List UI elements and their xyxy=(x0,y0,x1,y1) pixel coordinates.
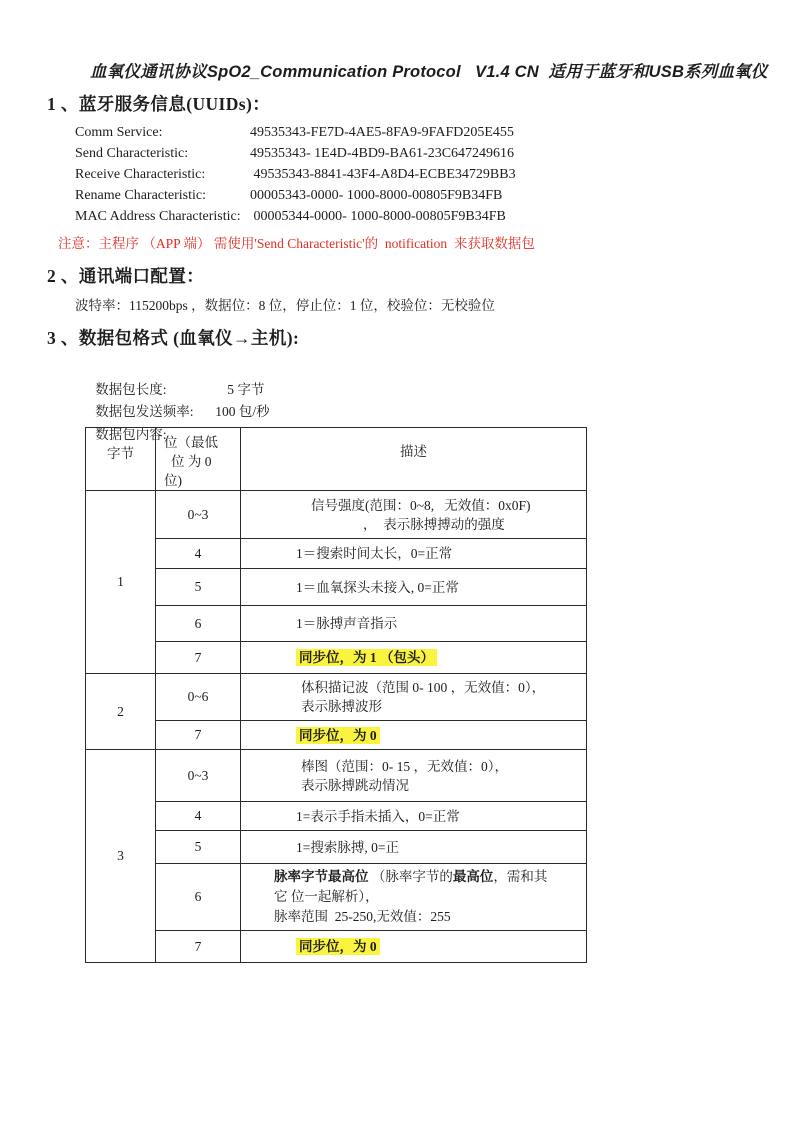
table-row xyxy=(86,721,587,750)
section1-note: 注意：主程序 （APP 端） 需使用'Send Characteristic'的 notification 来获取数据包 xyxy=(58,236,535,251)
uuid-row xyxy=(75,122,516,143)
pulse-rate-bold: 脉率字节最高位 xyxy=(274,869,369,884)
bit-cell: 0~3 xyxy=(156,491,241,539)
uuid-label: Send Characteristic: xyxy=(75,146,189,161)
desc-cell xyxy=(241,864,587,931)
desc-line: 它 位一起解析）， xyxy=(274,889,379,904)
header-bit-line: 位 为 0 xyxy=(171,454,212,469)
bit-cell: 7 xyxy=(156,642,241,674)
uuid-label: Receive Characteristic: xyxy=(75,167,206,182)
desc-text: （脉率字节的 xyxy=(368,869,453,884)
bit-cell: 6 xyxy=(156,864,241,931)
desc-cell xyxy=(241,750,587,802)
table-row xyxy=(86,674,587,721)
packet-length-value: 5 字节 xyxy=(227,381,265,397)
table-row xyxy=(86,606,587,642)
table-row xyxy=(86,931,587,963)
byte-cell: 3 xyxy=(86,750,156,963)
desc-line: 表示脉搏波形 xyxy=(301,699,382,714)
table-row xyxy=(86,491,587,539)
desc-cell xyxy=(241,721,587,750)
byte-cell: 1 xyxy=(86,491,156,674)
sync-bit-highlight: 同步位，为 1 （包头） xyxy=(296,649,437,666)
uuid-label: Comm Service: xyxy=(75,125,163,140)
desc-cell xyxy=(241,642,587,674)
packet-rate-value: 100 包/秒 xyxy=(215,404,270,419)
uuid-row xyxy=(75,143,516,164)
bit-cell: 0~6 xyxy=(156,674,241,721)
bit-cell: 7 xyxy=(156,931,241,963)
uuid-label: MAC Address Characteristic: xyxy=(75,209,241,224)
bit-cell: 4 xyxy=(156,802,241,831)
table-row xyxy=(86,831,587,864)
desc-line: 信号强度(范围：0~8, 无效值：0x0F) xyxy=(311,497,531,513)
packet-length-label: 数据包长度: xyxy=(95,381,167,397)
desc-line: 表示脉搏跳动情况 xyxy=(301,777,409,793)
desc-cell: 1＝血氧探头未接入, 0=正常 xyxy=(241,569,587,606)
uuid-value: 49535343-8841-43F4-A8D4-ECBE34729BB3 xyxy=(250,167,516,182)
uuid-row xyxy=(75,185,516,206)
packet-meta xyxy=(75,356,270,442)
section3-heading: 3 、数据包格式 (血氧仪→主机): xyxy=(47,328,300,348)
desc-cell xyxy=(241,491,587,539)
header-bit-line: 位（最低 xyxy=(164,435,218,450)
bit-cell: 5 xyxy=(156,831,241,864)
table-row xyxy=(86,864,587,931)
packet-length-row xyxy=(75,356,270,397)
bit-cell: 0~3 xyxy=(156,750,241,802)
uuid-row xyxy=(75,164,516,185)
sync-bit-highlight: 同步位，为 0 xyxy=(296,938,380,955)
uuid-value: 49535343- 1E4D-4BD9-BA61-23C647249616 xyxy=(250,146,515,161)
packet-rate-label: 数据包发送频率: xyxy=(95,404,194,419)
table-row xyxy=(86,569,587,606)
bit-cell: 5 xyxy=(156,569,241,606)
bit-cell: 4 xyxy=(156,539,241,569)
header-bit-line: 位) xyxy=(164,473,182,488)
packet-content-label: 数据包内容: xyxy=(95,426,167,442)
table-row xyxy=(86,539,587,569)
table-row xyxy=(86,642,587,674)
desc-cell: 1=搜索脉搏, 0=正 xyxy=(241,831,587,864)
uuid-value: 49535343-FE7D-4AE5-8FA9-9FAFD205E455 xyxy=(250,125,514,140)
header-byte-cell: 字节 xyxy=(86,428,156,491)
section2-heading: 2 、通讯端口配置： xyxy=(47,266,205,286)
sync-bit-highlight: 同步位，为 0 xyxy=(296,727,380,744)
table-row xyxy=(86,750,587,802)
desc-line: 棒图（范围：0- 15 ，无效值：0）， xyxy=(301,758,508,774)
desc-line xyxy=(274,867,586,887)
desc-cell: 1＝脉搏声音指示 xyxy=(241,606,587,642)
uuid-value: 00005343-0000- 1000-8000-00805F9B34FB xyxy=(250,188,503,203)
bit-cell: 6 xyxy=(156,606,241,642)
uuid-row xyxy=(75,206,516,227)
uuid-list xyxy=(75,122,516,227)
uuid-label: Rename Characteristic: xyxy=(75,188,206,203)
section1-heading: 1 、蓝牙服务信息(UUIDs)： xyxy=(47,94,271,114)
desc-cell: 1=表示手指未插入，0=正常 xyxy=(241,802,587,831)
desc-line: ， 表示脉搏搏动的强度 xyxy=(363,516,505,532)
desc-cell xyxy=(241,674,587,721)
packet-format-table xyxy=(85,427,587,963)
desc-cell xyxy=(241,931,587,963)
bit-cell: 7 xyxy=(156,721,241,750)
desc-line: 体积描记波（范围 0- 100 ，无效值：0）， xyxy=(301,680,546,695)
desc-text: ，需和其 xyxy=(493,869,548,884)
section2-body: 波特率：115200bps ，数据位：8 位，停止位：1 位，校验位：无校验位 xyxy=(75,298,495,313)
desc-line: 脉率范围 25-250,无效值：255 xyxy=(274,909,451,924)
desc-cell: 1＝搜索时间太长，0=正常 xyxy=(241,539,587,569)
document-title: 血氧仪通讯协议SpO2_Communication Protocol V1.4 CN 适用于蓝牙和USB系列血氧仪 xyxy=(90,63,768,81)
header-desc-cell: 描述 xyxy=(241,428,587,491)
byte-cell: 2 xyxy=(86,674,156,750)
pulse-rate-bold: 最高位 xyxy=(452,869,494,884)
table-row xyxy=(86,802,587,831)
table-header-row xyxy=(86,428,587,491)
uuid-value: 00005344-0000- 1000-8000-00805F9B34FB xyxy=(250,209,506,224)
header-bit-cell xyxy=(156,428,241,491)
